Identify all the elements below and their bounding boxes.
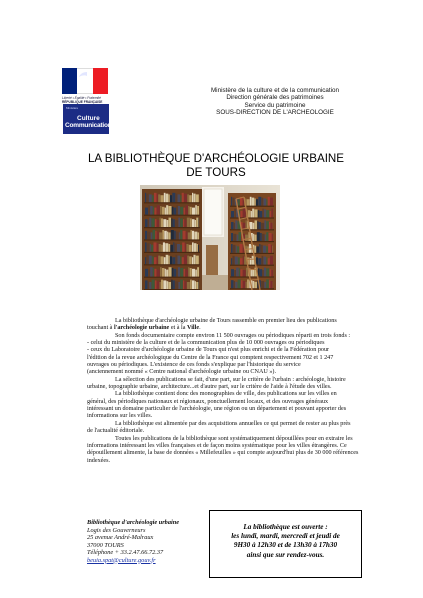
address-line-3: 37000 TOURS (87, 541, 124, 549)
intro-text-end: . (199, 325, 201, 332)
paragraph-fonds-5: ouvrages ou périodiques. L'existence de ces fonds s'explique par l'historique du service (87, 362, 301, 369)
paragraph-selection-1: La sélection des publications se fait, d'une part, sur le critère de l'urbain : archéologie, histoire (115, 376, 346, 383)
address-line-2: 25 avenue André-Malraux (87, 534, 154, 541)
title-line-1: LA BIBLIOTHÈQUE D'ARCHÉOLOGIE URBAINE (87, 152, 345, 165)
paragraph-fonds-2: - celui du ministère de la culture et de la communication plus de 10 000 ouvrages ou périodiques (87, 340, 325, 347)
header-direction: Direction générale des patrimoines (226, 94, 324, 102)
contact-address (87, 519, 207, 564)
republic-name: RÉPUBLIQUE FRANÇAISE (62, 100, 103, 104)
email-link[interactable]: beuia.spat@culture.gouv.fr (87, 556, 156, 564)
intro-bold-archeologie: l'archéologie urbaine (113, 325, 170, 332)
hours-line-4: ainsi que sur rendez-vous. (246, 550, 325, 559)
logo-ministere-label: Ministère (66, 106, 79, 110)
ministere-culture-logo (63, 104, 112, 134)
paragraph-fonds-3: - ceux du Laboratoire d'archéologie urbaine de Tours qui n'est plus enrichi et de la Fédération pour (87, 347, 330, 354)
paragraph-fonds-4: l'édition de la revue archéologique du Centre de la France qui comptent respectivement 702 et 1 247 (87, 354, 334, 361)
ministry-header (160, 87, 390, 117)
intro-text-mid: et à la (169, 325, 188, 332)
page-title (66, 152, 366, 180)
paragraph-contenu-1: La bibliothèque contient donc des monographies de ville, des publications sur les villes en (115, 391, 337, 398)
phone-number: Téléphone + 33.2.47.66.72.37 (87, 549, 164, 556)
paragraph-selection-2: urbaine, topographie urbaine, architecture...et d'autre part, sur le critère de l'aide à l'étude des villes. (87, 384, 332, 391)
paragraph-contenu-4: informations sur les villes. (87, 413, 153, 420)
paragraph-fonds-1: Son fonds documentaire compte environ 11 500 ouvrages ou périodiques réparti en trois fonds : (115, 332, 351, 339)
paragraph-depouillement-1: Toutes les publications de la bibliothèque sont systématiquement dépouillées pour en extraire les (115, 435, 353, 442)
header-ministry: Ministère de la culture et de la communication (210, 87, 340, 94)
republique-caption (62, 96, 122, 104)
hours-line-3: 9H30 à 12h30 et de 13h30 à 17h30 (233, 541, 338, 550)
body-text (87, 318, 374, 465)
hours-line-1: La bibliothèque est ouverte : (243, 523, 328, 531)
library-name: Bibliothèque d'archéologie urbaine (87, 519, 180, 526)
intro-text-start: touchant à (87, 325, 114, 332)
opening-hours-text (210, 523, 361, 560)
intro-bold-ville: Ville (187, 325, 200, 332)
republic-motto: Liberté • Égalité • Fraternité (62, 96, 101, 100)
logo-culture-word: Culture (77, 115, 100, 122)
paragraph-acquisitions-1: La bibliothèque est alimentée par des acquisitions annuelles ce qui permet de rester au plus près (115, 420, 351, 427)
hours-line-2: les lundi, mardi, mercredi et jeudi de (231, 532, 340, 541)
paragraph-depouillement-2: informations intéressant les villes françaises et de façon moins systématique pour les villes étrangères. Ce (87, 442, 347, 449)
paragraph-intro-1: La bibliothèque d'archéologie urbaine de Tours rassemble en premier lieu des publications (115, 318, 337, 324)
opening-hours-box (209, 510, 362, 578)
paragraph-contenu-2: général, des périodiques nationaux et régionaux, ponctuellement locaux, et des ouvrages généraux (87, 398, 329, 405)
paragraph-acquisitions-2: de l'actualité éditoriale. (87, 428, 145, 435)
republique-francaise-logo (62, 68, 108, 94)
paragraph-depouillement-3: dépouillement alimente, la base de données « Millefeuilles » qui compte aujourd'hui plus de 30 000 références (87, 450, 359, 457)
title-line-2: DE TOURS (186, 166, 246, 179)
paragraph-contenu-3: intéressant un domaine particulier de l'archéologie, une région ou un département et pouvant apporter des (87, 406, 347, 413)
paragraph-depouillement-4: indexées. (87, 457, 111, 464)
library-bookshelves-photo (140, 185, 280, 290)
paragraph-fonds-6: (anciennement nommé « Centre national d'archéologie urbaine ou CNAU »). (87, 369, 277, 376)
paragraph-intro-2 (87, 325, 374, 332)
header-subdirection: SOUS-DIRECTION DE L'ARCHEOLOGIE (216, 109, 334, 117)
logo-communication-word: Communication (65, 122, 112, 129)
marianne-profile-icon (73, 70, 99, 92)
header-service: Service du patrimoine (244, 101, 306, 109)
address-line-1: Logis des Gouverneurs (87, 526, 146, 534)
